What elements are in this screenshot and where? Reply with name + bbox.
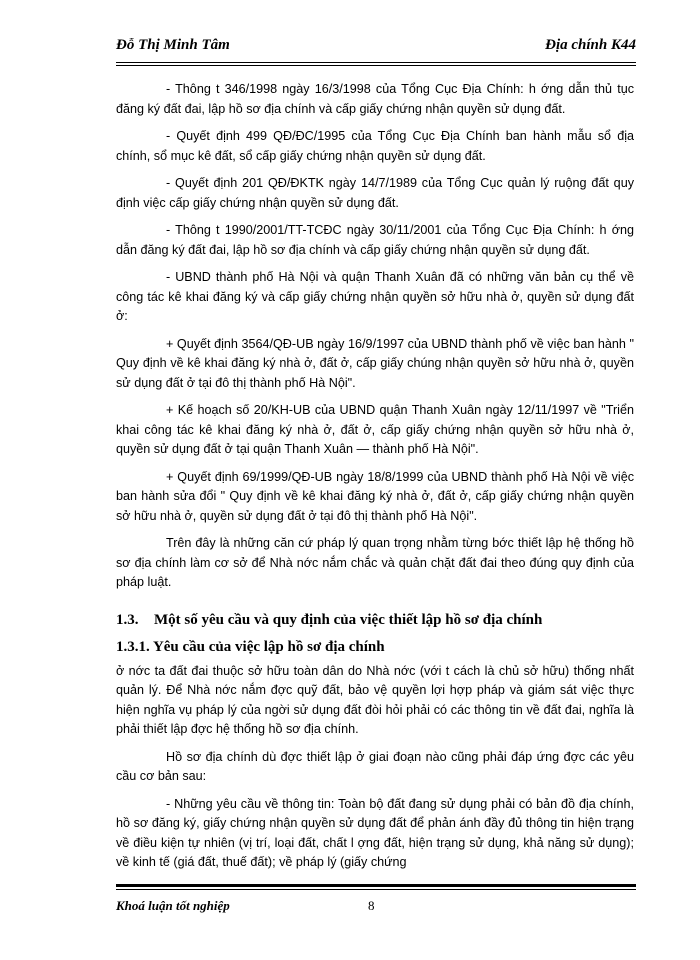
subsection-heading: 1.3.1. Yêu cầu của việc lập hồ sơ địa chính [116,639,385,655]
paragraph: ở nớc ta đất đai thuộc sở hữu toàn dân do Nhà nớc (với t cách là chủ sở hữu) thống nhất quản lý. Để Nhà nớc nắm đợc quỹ đất, bảo vệ quyền lợi hợp pháp và giám sát việc thực hiện nghĩa vụ pháp lý của ngời sử dụng đất đòi hỏi phải có các thông tin về đất đai, nghĩa là phải thiết lập đợc hệ thống hồ sơ địa chính. [116,663,634,736]
footer-label: Khoá luận tốt nghiệp [116,898,230,913]
paragraph: Trên đây là những căn cứ pháp lý quan trọng nhằm từng bớc thiết lập hệ thống hồ sơ địa chính làm cơ sở để Nhà nớc nắm chắc và quản chặt đất đai theo đúng quy định của pháp luật. [116,536,634,589]
paragraph: Hồ sơ địa chính dù đợc thiết lập ở giai đoạn nào cũng phải đáp ứng đợc các yêu cầu cơ bản sau: [116,749,634,783]
header-rule-thin [116,65,636,66]
paragraph: - Quyết định 499 QĐ/ĐC/1995 của Tổng Cục Địa Chính ban hành mẫu sổ địa chính, sổ mục kê đất, sổ cấp giấy chứng nhận quyền sử dụng đất. [116,129,634,163]
section-title: Một số yêu cầu và quy định của việc thiết lập hồ sơ địa chính [154,611,543,628]
paragraph: - Thông t 1990/2001/TT-TCĐC ngày 30/11/2001 của Tổng Cục Địa Chính: h ớng dẫn đăng ký đất đai, lập hồ sơ địa chính và cấp giấy chứng nhận quyền sử dụng đất. [116,223,634,257]
paragraph: + Quyết định 3564/QĐ-UB ngày 16/9/1997 của UBND thành phố về việc ban hành " Quy định về kê khai đăng ký nhà ở, đất ở, cấp giấy chúng nhận quyền sở hữu nhà ở, quyền sử dụng đất ở tại đô thị thành phố Hà Nội". [116,336,634,390]
document-body [116,80,634,881]
header-course: Địa chính K44 [545,37,636,53]
paragraph: - Quyết định 201 QĐ/ĐKTK ngày 14/7/1989 của Tổng Cục quản lý ruộng đất quy định việc cấp giấy chứng nhận quyền sử dụng đất. [116,176,634,210]
footer-rule [116,884,636,887]
paragraph: - Thông t 346/1998 ngày 16/3/1998 của Tổng Cục Địa Chính: h ớng dẫn thủ tục đăng ký đất đai, lập hồ sơ địa chính và cấp giấy chứng nhận quyền sử dụng đất. [116,82,634,116]
section-heading [116,611,634,631]
page-number: 8 [368,898,375,913]
paragraph: - Những yêu cầu về thông tin: Toàn bộ đất đang sử dụng phải có bản đồ địa chính, hồ sơ đăng ký, giấy chứng nhận quyền sử dụng đất để phản ánh đầy đủ thông tin hiện trạng về điều kiện tự nhiên (vị trí, loại đất, chất l ợng đất, hiện trạng sử dụng, khả năng sử dụng); về kinh tế (giá đất, thuế đất); về pháp lý (giấy chứng [116,796,634,869]
header-author: Đỗ Thị Minh Tâm [116,37,230,53]
section-number: 1.3. [116,611,139,628]
footer-rule-thin [116,889,636,890]
paragraph: + Kế hoạch số 20/KH-UB của UBND quận Thanh Xuân ngày 12/11/1997 về "Triển khai công tác kê khai đăng ký nhà ở, đất ở, cấp giấy chứng nhận quyền sở hữu nhà ở, quyền sử dụng đất ở tại quận Thanh Xuân — thành phố Hà Nội". [116,403,634,456]
header-rule [116,62,636,63]
paragraph: - UBND thành phố Hà Nội và quận Thanh Xuân đã có những văn bản cụ thể về công tác kê khai đăng ký và cấp giấy chứng nhận quyền sở hữu nhà ở, quyền sử dụng đất ở: [116,270,634,323]
paragraph: + Quyết định 69/1999/QĐ-UB ngày 18/8/1999 của UBND thành phố Hà Nội về việc ban hành sửa đổi " Quy định về kê khai đăng ký nhà ở, đất ở, cấp giấy chứng nhận quyền sở hữu nhà ở, quyền sử dụng đất ở tại đô thị thành phố Hà Nội". [116,469,634,523]
